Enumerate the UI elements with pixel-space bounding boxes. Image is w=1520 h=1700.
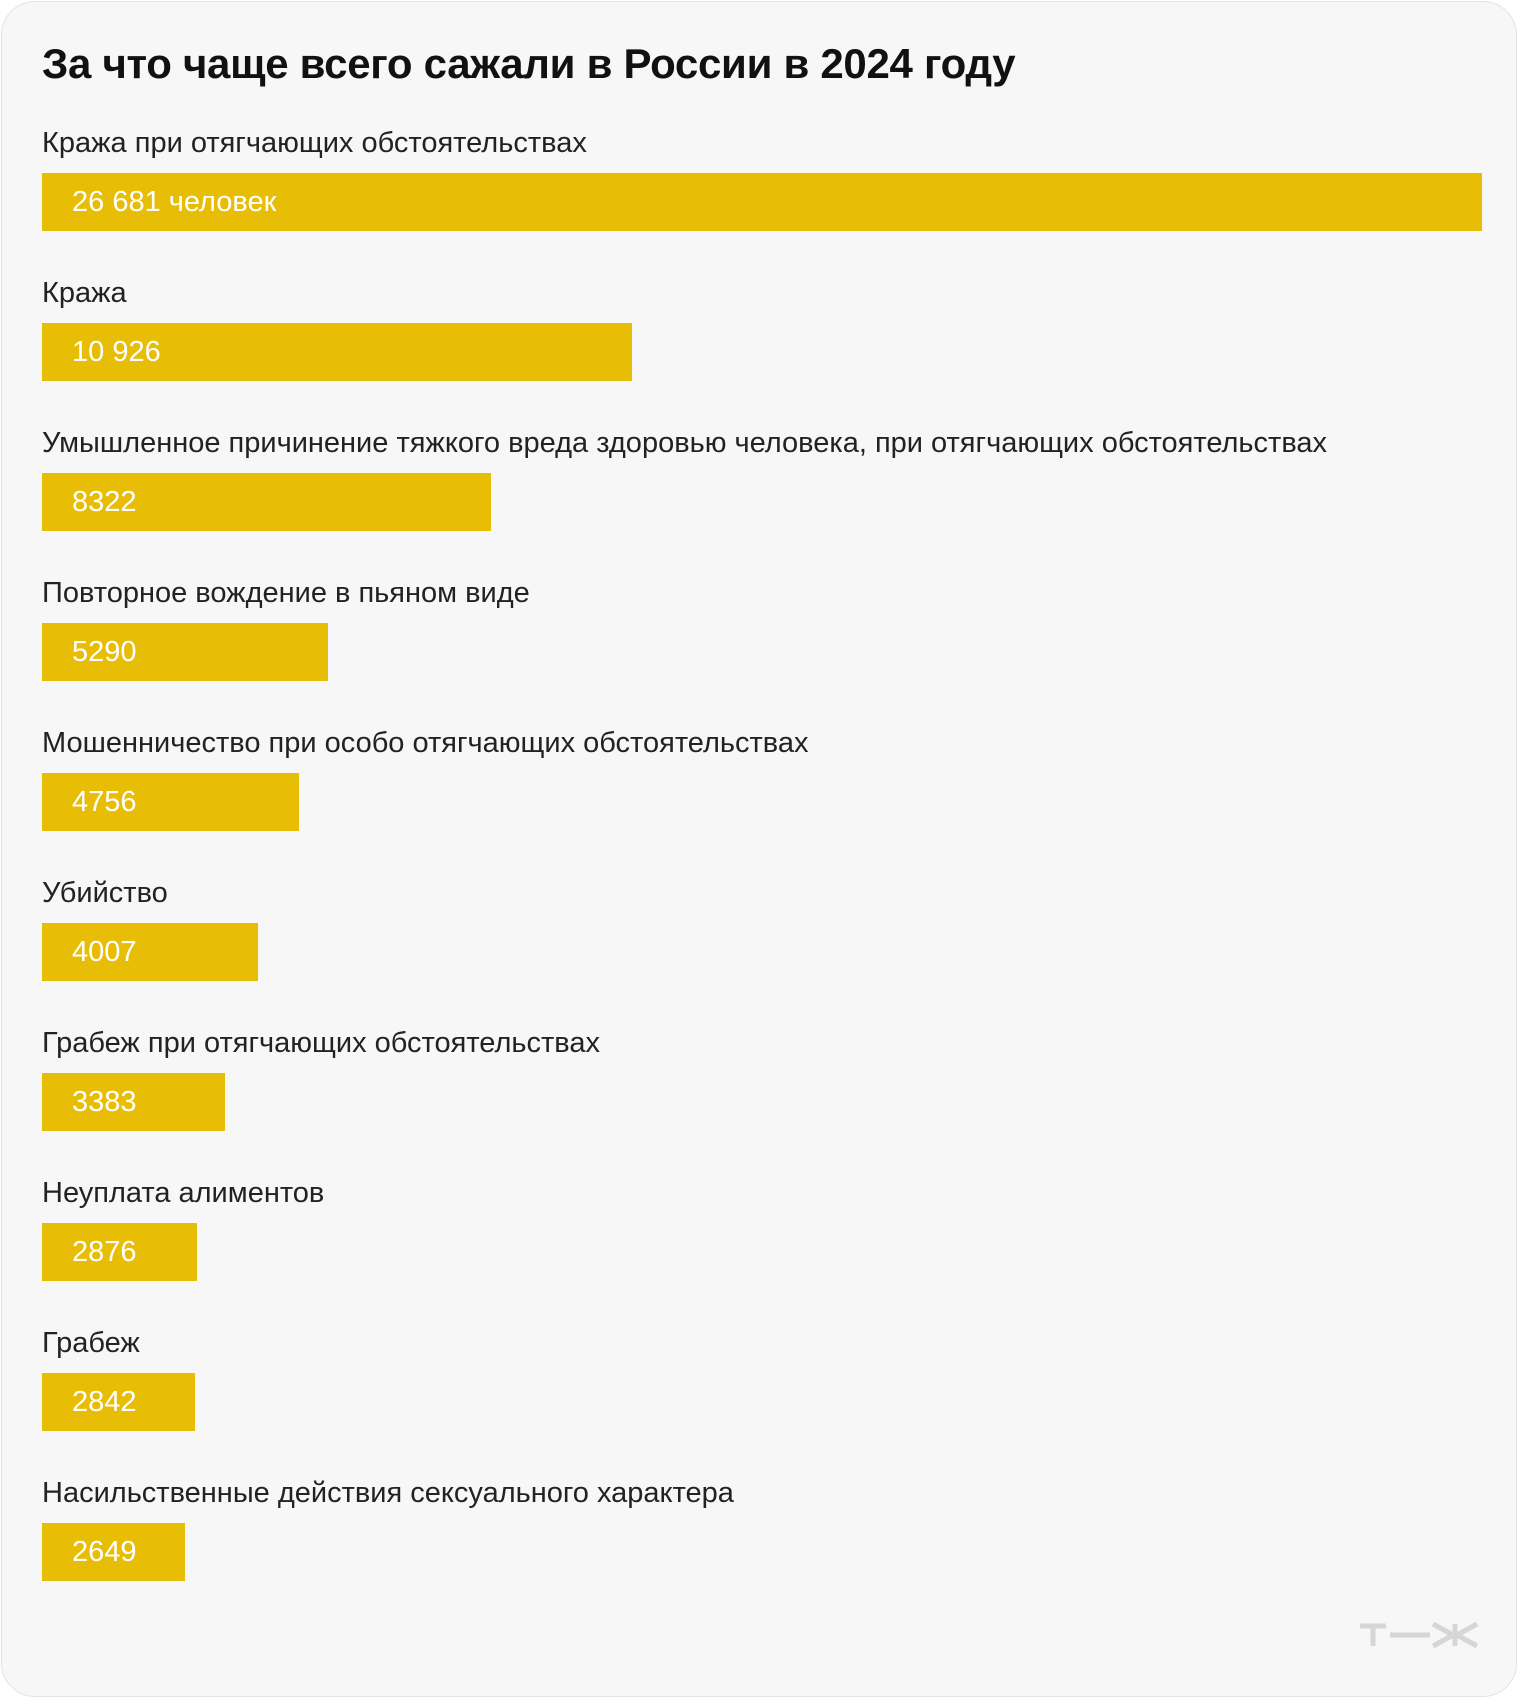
bar-value-label: 10 926 [72,336,161,368]
bar-value-label: 4756 [72,786,137,818]
bar-value-label: 2876 [72,1236,137,1268]
category-label: Кража [42,277,127,309]
category-label: Мошенничество при особо отягчающих обстоятельствах [42,727,809,759]
bar-row [42,123,1482,233]
bar-row [42,1173,1482,1283]
bar-row [42,573,1482,683]
category-label: Неуплата алиментов [42,1177,325,1209]
chart-card [1,1,1517,1697]
bar-value-label: 8322 [72,486,137,518]
bar-row [42,873,1482,983]
category-label: Повторное вождение в пьяном виде [42,577,530,609]
bar-value-label: 2842 [72,1386,137,1418]
category-label: Грабеж [42,1327,140,1359]
chart-title: За что чаще всего сажали в России в 2024 году [42,40,1016,87]
category-label: Насильственные действия сексуального характера [42,1477,734,1509]
tzh-logo-icon [1360,1620,1482,1650]
bar-row [42,723,1482,833]
bar-value-label: 3383 [72,1086,137,1118]
bar-row [42,1323,1482,1433]
bar-row [42,1023,1482,1133]
bar-value-label: 4007 [72,936,137,968]
bar-value-label: 5290 [72,636,137,668]
bar-value-label: 2649 [72,1536,137,1568]
bar-value-label: 26 681 человек [72,186,277,218]
category-label: Кража при отягчающих обстоятельствах [42,127,587,159]
bar-row [42,423,1482,533]
bar-row [42,1473,1482,1583]
category-label: Умышленное причинение тяжкого вреда здоровью человека, при отягчающих обстоятельствах [42,427,1328,459]
bar-row [42,273,1482,383]
category-label: Грабеж при отягчающих обстоятельствах [42,1027,600,1059]
category-label: Убийство [42,877,168,909]
